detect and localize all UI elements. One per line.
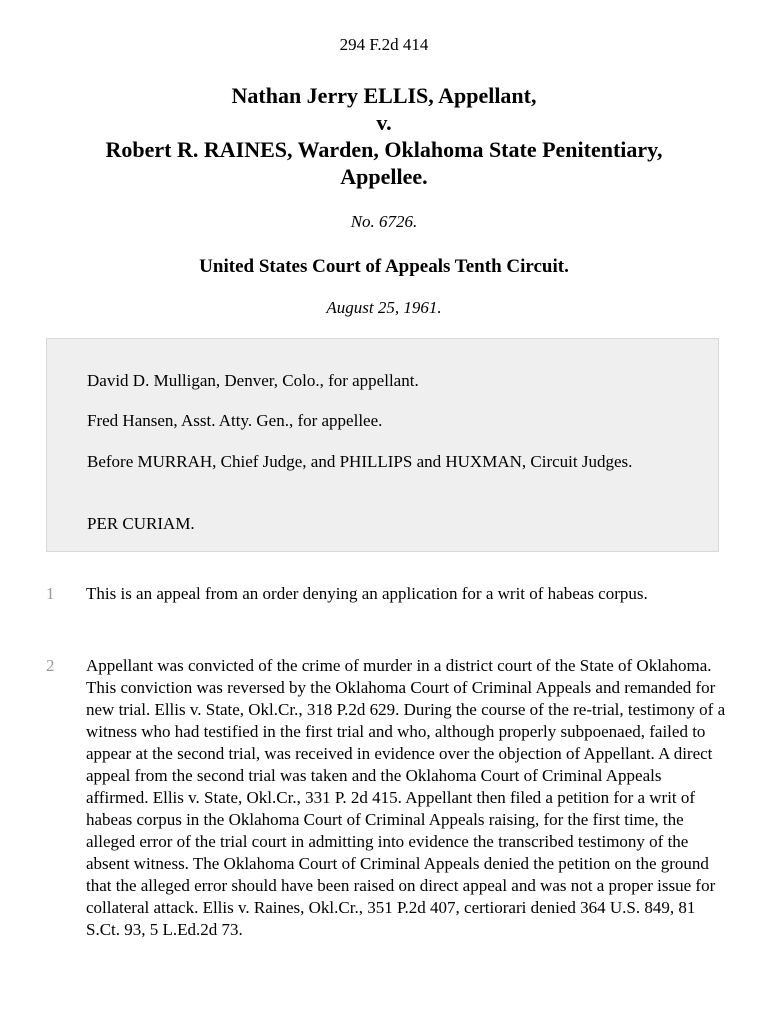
case-header-box — [46, 338, 719, 552]
paragraph-text: Appellant was convicted of the crime of murder in a district court of the State of Oklahoma. This conviction was reversed by the Oklahoma Court of Criminal Appeals and remanded for new trial. Ellis v. State, Okl.Cr., 318 P.2d 629. During the course of the re-trial, testimony of a witness who had testified in the first trial and who, although properly subpoenaed, failed to appear at the second trial, was received in evidence over the objection of Appellant. A direct appeal from the second trial was taken and the Oklahoma Court of Criminal Appeals affirmed. Ellis v. State, Okl.Cr., 331 P. 2d 415. Appellant then filed a petition for a writ of habeas corpus in the Oklahoma Court of Criminal Appeals raising, for the first time, the alleged error of the trial court in admitting into evidence the transcribed testimony of the absent witness. The Oklahoma Court of Criminal Appeals denied the petition on the ground that the alleged error should have been raised on direct appeal and was not a proper issue for collateral attack. Ellis v. Raines, Okl.Cr., 351 P.2d 407, certiorari denied 364 U.S. 849, 81 S.Ct. 93, 5 L.Ed.2d 73. — [86, 656, 726, 939]
paragraph-text: This is an appeal from an order denying an application for a writ of habeas corpus. — [86, 584, 648, 603]
judicial-panel: Before MURRAH, Chief Judge, and PHILLIPS and HUXMAN, Circuit Judges. — [87, 452, 633, 471]
docket-number: No. 6726. — [350, 212, 418, 231]
caption-appellant: Nathan Jerry ELLIS, Appellant, — [231, 83, 537, 108]
caption-appellee: Robert R. RAINES, Warden, Oklahoma State Penitentiary, — [105, 137, 663, 162]
appellant-counsel: David D. Mulligan, Denver, Colo., for appellant. — [87, 371, 419, 390]
appellee-counsel: Fred Hansen, Asst. Atty. Gen., for appellee. — [87, 411, 383, 430]
caption-versus: v. — [376, 110, 392, 135]
caption-appellee-role: Appellee. — [340, 164, 428, 189]
paragraph-number[interactable]: 2 — [46, 656, 55, 675]
reporter-citation: 294 F.2d 414 — [339, 35, 429, 54]
decision-date: August 25, 1961. — [326, 298, 442, 317]
court-name: United States Court of Appeals Tenth Circuit. — [199, 256, 569, 277]
opinion-author: PER CURIAM. — [87, 514, 195, 533]
paragraph-number[interactable]: 1 — [46, 584, 55, 603]
case-caption — [40, 82, 728, 190]
